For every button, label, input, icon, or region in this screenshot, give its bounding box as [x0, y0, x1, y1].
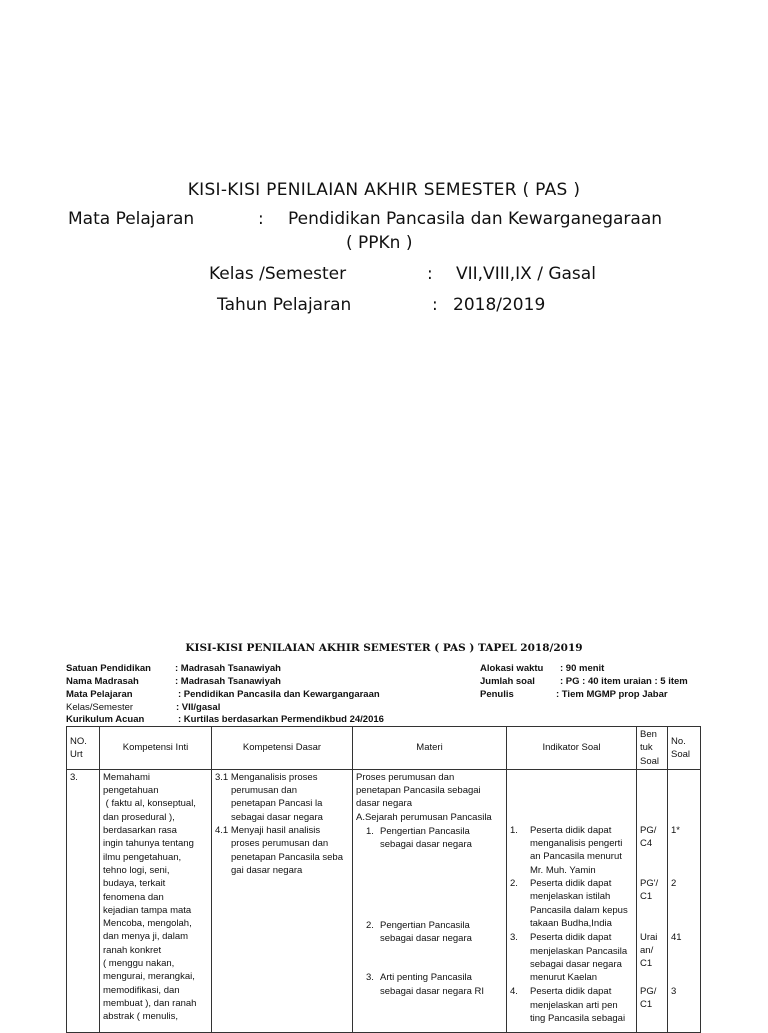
nosoal-item [671, 985, 697, 998]
col-header-indikator: Indikator Soal [507, 727, 637, 770]
bentuk-text: C1 [640, 891, 653, 903]
col-header-nosoal-line1: No. [671, 735, 686, 747]
materi-item-text: sebagai dasar negara [380, 932, 472, 944]
ki-line: membuat ), dan ranah [103, 997, 197, 1009]
cover-kelas-label: Kelas /Semester [209, 264, 347, 284]
col-header-no [67, 727, 100, 770]
info-label-penulis: Penulis [480, 689, 514, 700]
col-header-nosoal [668, 727, 701, 770]
bentuk-item [640, 985, 664, 1012]
kd-line: 4.1 Menyaji hasil analisis [215, 825, 321, 837]
info-label-alokasi: Alokasi waktu [480, 663, 544, 674]
ki-line: dan menya ji, dalam [103, 931, 189, 943]
ki-line: berdasarkan rasa [103, 825, 177, 837]
cover-tahun-value: 2018/2019 [453, 295, 546, 315]
ki-line: pengetahuan [103, 785, 159, 797]
kisi-sheet [0, 620, 768, 1024]
sheet-title: KISI-KISI PENILAIAN AKHIR SEMESTER ( PAS ) TAPEL 2018/2019 [185, 642, 583, 654]
indikator-text: menjelaskan istilah [530, 891, 611, 903]
indikator-text: Mr. Muh. Yamin [530, 864, 596, 876]
ki-line: ranah konkret [103, 944, 162, 956]
ki-line: mengurai, merangkai, [103, 971, 195, 983]
col-header-bentuk-line3: Soal [640, 755, 660, 767]
bentuk-text: C4 [640, 838, 653, 850]
ki-line: ilmu pengetahuan, [103, 851, 182, 863]
cell-ki [100, 769, 212, 1032]
indikator-text: Peserta didik dapat [530, 932, 612, 944]
col-header-ki: Kompetensi Inti [100, 727, 212, 770]
indikator-item [510, 877, 633, 930]
col-header-bentuk-line1: Ben [640, 729, 657, 740]
ki-line: memodifikasi, dan [103, 984, 180, 996]
bentuk-text: C1 [640, 958, 653, 970]
nosoal-text: 3 [671, 985, 677, 997]
nosoal-item [671, 931, 697, 985]
ki-line: dan prosedural ), [103, 811, 175, 823]
bentuk-text: an/ [640, 945, 654, 957]
cover-tahun-label: Tahun Pelajaran [217, 295, 352, 315]
bentuk-text: PG'/ [640, 877, 659, 889]
materi-item-text: sebagai dasar negara [380, 839, 472, 851]
ki-line: kejadian tampa mata [103, 904, 192, 916]
cover-kelas-value: VII,VIII,IX / Gasal [456, 264, 596, 284]
indikator-text: takaan Budha,India [530, 917, 612, 929]
indikator-text: Pancasila dalam kepus [530, 904, 628, 916]
indikator-item [510, 824, 633, 877]
kd-line: gai dasar negara [231, 864, 303, 876]
col-header-nosoal-line2: Soal [671, 748, 691, 760]
ki-line: Mencoba, mengolah, [103, 918, 192, 930]
cover-kelas-colon: : [427, 264, 433, 284]
indikator-num: 4. [510, 986, 518, 998]
col-header-bentuk-line2: tuk [640, 742, 653, 754]
nosoal-item [671, 824, 697, 877]
materi-intro-line: A.Sejarah perumusan Pancasila [356, 811, 492, 823]
materi-intro-line: Proses perumusan dan [356, 771, 455, 783]
indikator-text: Peserta didik dapat [530, 878, 612, 890]
cell-indikator [507, 769, 637, 1032]
info-value-satuan: : Madrasah Tsanawiyah [175, 663, 281, 674]
bentuk-item [640, 877, 664, 931]
materi-item [356, 971, 503, 998]
ki-line: fenomena dan [103, 891, 164, 903]
cell-kd [212, 769, 353, 1032]
indikator-text: sebagai dasar negara [530, 958, 622, 970]
bentuk-text: PG/ [640, 985, 657, 997]
ki-line: budaya, terkait [103, 878, 166, 890]
info-value-madrasah: : Madrasah Tsanawiyah [175, 676, 281, 687]
kd-line: penetapan Pancasi la [231, 798, 323, 810]
indikator-text: Peserta didik dapat [530, 986, 612, 998]
cover-mapel-value: Pendidikan Pancasila dan Kewarganegaraan [288, 209, 663, 229]
info-value-kelas: : VII/gasal [176, 702, 221, 713]
materi-item [356, 825, 503, 852]
cell-nosoal [668, 769, 701, 1032]
ki-line: ingin tahunya tentang [103, 838, 194, 850]
kd-line: proses perumusan dan [231, 838, 329, 850]
bentuk-text: C1 [640, 999, 653, 1011]
bentuk-item [640, 931, 664, 985]
ki-line: tehno logi, seni, [103, 864, 170, 876]
materi-intro-line: penetapan Pancasila sebagai [356, 785, 481, 797]
materi-item-text: Pengertian Pancasila [380, 826, 470, 838]
kd-line: perumusan dan [231, 785, 298, 797]
indikator-text: Peserta didik dapat [530, 824, 612, 836]
bentuk-text: Urai [640, 931, 658, 943]
indikator-item [510, 931, 633, 984]
indikator-text: menjelaskan arti pen [530, 999, 618, 1011]
cell-no: 3. [67, 769, 100, 1032]
indikator-text: menganalisis pengerti [530, 838, 623, 850]
nosoal-item [671, 877, 697, 931]
nosoal-text: 41 [671, 931, 682, 943]
materi-item-num: 3. [366, 972, 374, 984]
col-header-kd: Kompetensi Dasar [212, 727, 353, 770]
nosoal-text: 1* [671, 824, 680, 836]
cover-mapel-colon: : [258, 209, 264, 229]
kd-line: penetapan Pancasila seba [231, 851, 343, 863]
ki-line: ( menggu nakan, [103, 958, 175, 970]
kisi-table [66, 726, 701, 1033]
materi-item-num: 2. [366, 919, 374, 931]
ki-line: Memahami [103, 771, 150, 783]
info-value-penulis: : Tiem MGMP prop Jabar [556, 689, 668, 700]
col-header-bentuk [637, 727, 668, 770]
cover-mapel-value-cont: ( PPKn ) [346, 233, 413, 253]
materi-item-num: 1. [366, 826, 374, 838]
info-value-jumlah: : PG : 40 item uraian : 5 item [560, 676, 688, 687]
indikator-num: 1. [510, 824, 518, 836]
info-value-kurikulum: : Kurtilas berdasarkan Permendikbud 24/2016 [178, 714, 384, 725]
materi-item-text: Arti penting Pancasila [380, 972, 472, 984]
col-header-materi: Materi [353, 727, 507, 770]
indikator-text: menurut Kaelan [530, 972, 598, 984]
materi-item-text: sebagai dasar negara RI [380, 985, 485, 997]
col-header-no-line1: NO. [70, 735, 87, 747]
indikator-text: an Pancasila menurut [530, 851, 622, 863]
materi-intro-line: dasar negara [356, 798, 412, 810]
info-label-satuan: Satuan Pendidikan [66, 663, 151, 674]
cover-section [0, 0, 768, 330]
bentuk-text: PG/ [640, 824, 657, 836]
cell-bentuk [637, 769, 668, 1032]
indikator-text: ting Pancasila sebagai [530, 1013, 626, 1025]
indikator-text: menjelaskan Pancasila [530, 945, 628, 957]
cover-tahun-colon: : [432, 295, 438, 315]
ki-line: ( faktu al, konseptual, [103, 798, 196, 810]
table-header-row [67, 727, 701, 770]
materi-item [356, 919, 503, 946]
info-label-jumlah: Jumlah soal [480, 676, 535, 687]
info-value-alokasi: : 90 menit [560, 663, 605, 674]
indikator-num: 2. [510, 878, 518, 890]
kd-line: 3.1 Menganalisis proses [215, 771, 318, 783]
info-label-kelas: Kelas/Semester [66, 702, 134, 713]
info-value-mapel: : Pendidikan Pancasila dan Kewargangaraan [178, 689, 380, 700]
nosoal-text: 2 [671, 877, 677, 889]
indikator-num: 3. [510, 932, 518, 944]
bentuk-item [640, 824, 664, 877]
kd-line: sebagai dasar negara [231, 811, 323, 823]
table-row [67, 769, 701, 1032]
ki-line: abstrak ( menulis, [103, 1011, 178, 1023]
indikator-item [510, 985, 633, 1025]
cover-mapel-label: Mata Pelajaran [68, 209, 195, 229]
col-header-no-line2: Urt [70, 748, 83, 760]
info-label-kurikulum: Kurikulum Acuan [66, 714, 145, 725]
cell-materi [353, 769, 507, 1032]
cover-title: KISI-KISI PENILAIAN AKHIR SEMESTER ( PAS ) [187, 180, 581, 200]
info-label-madrasah: Nama Madrasah [66, 676, 139, 687]
materi-item-text: Pengertian Pancasila [380, 919, 470, 931]
info-label-mapel: Mata Pelajaran [66, 689, 133, 700]
